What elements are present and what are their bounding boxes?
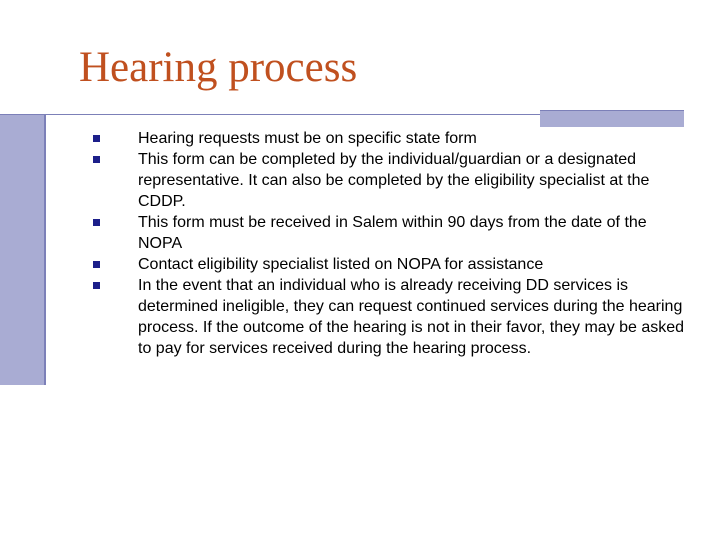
bullet-text: In the event that an individual who is already receiving DD services is determined ineligible, they can request continued services during the hearing process. If the outcome of the hearing is not in their favor, they may be asked to pay for services received during the hearing process. xyxy=(138,277,685,357)
bullet-item xyxy=(91,275,691,359)
bullet-item xyxy=(91,149,691,212)
bullet-list xyxy=(91,128,691,359)
square-bullet-icon xyxy=(93,282,100,289)
bullet-text: This form must be received in Salem within 90 days from the date of the NOPA xyxy=(138,214,647,252)
slide-title: Hearing process xyxy=(79,44,358,91)
right-accent-block xyxy=(540,110,684,127)
left-accent-bar xyxy=(0,115,46,385)
bullet-item xyxy=(91,212,691,254)
bullet-text: Contact eligibility specialist listed on NOPA for assistance xyxy=(138,256,544,273)
square-bullet-icon xyxy=(93,135,100,142)
square-bullet-icon xyxy=(93,261,100,268)
bullet-item xyxy=(91,128,691,149)
square-bullet-icon xyxy=(93,156,100,163)
bullet-text: This form can be completed by the individual/guardian or a designated representative. It can also be completed by the eligibility specialist at the CDDP. xyxy=(138,151,650,210)
square-bullet-icon xyxy=(93,219,100,226)
bullet-text: Hearing requests must be on specific state form xyxy=(138,130,477,147)
bullet-item xyxy=(91,254,691,275)
